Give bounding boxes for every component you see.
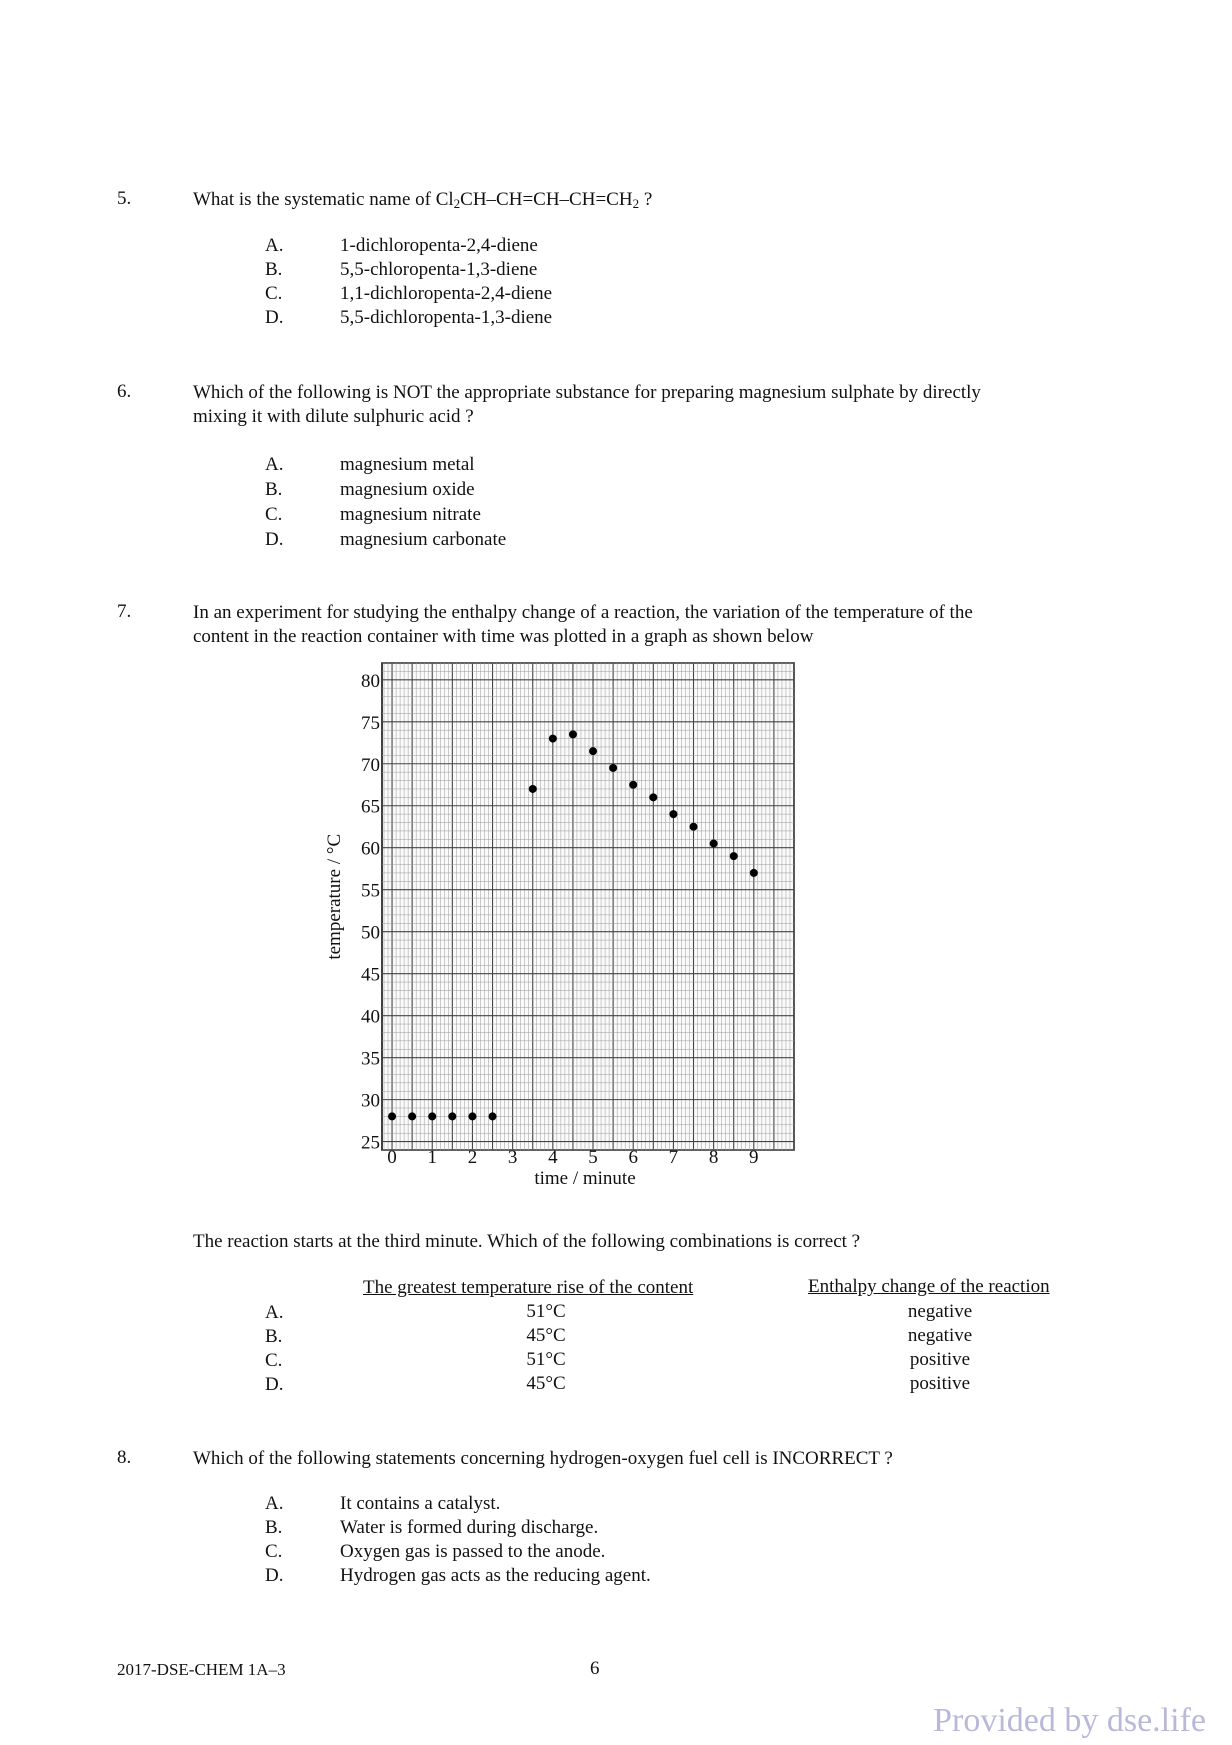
x-tick-label: 8 — [708, 1147, 719, 1168]
q7-row-letter: B. — [265, 1326, 283, 1347]
x-tick-label: 3 — [507, 1147, 518, 1168]
q7-row-rise: 51°C — [526, 1349, 566, 1370]
y-tick-label: 80 — [361, 670, 380, 692]
q5-sub2: 2 — [632, 196, 640, 211]
q7-row-enthalpy: positive — [909, 1349, 971, 1370]
q7-row-enthalpy: positive — [909, 1373, 971, 1394]
data-point — [569, 730, 577, 738]
q8-option-text: Water is formed during discharge. — [340, 1517, 599, 1538]
q7-row-letter: A. — [265, 1302, 284, 1323]
q6-stem-line1: Which of the following is NOT the appropriate substance for preparing magnesium sulphate by directly — [193, 382, 981, 403]
y-axis-label: temperature / °C — [324, 833, 345, 960]
y-tick-label: 30 — [361, 1090, 380, 1112]
q6-option-letter: C. — [265, 504, 283, 525]
q5-option-text: 5,5-dichloropenta-1,3-diene — [340, 307, 553, 328]
q7-after-text: The reaction starts at the third minute. Which of the following combinations is correct ? — [193, 1231, 861, 1252]
y-tick-label: 75 — [361, 712, 380, 734]
y-tick-label: 55 — [361, 880, 380, 902]
q5-sub1: 2 — [453, 196, 461, 211]
data-point — [448, 1112, 456, 1120]
data-point — [468, 1112, 476, 1120]
y-tick-label: 70 — [361, 754, 380, 776]
data-point — [690, 823, 698, 831]
q8-option-text: It contains a catalyst. — [340, 1493, 501, 1514]
q8-stem: Which of the following statements concerning hydrogen-oxygen fuel cell is INCORRECT ? — [193, 1448, 893, 1469]
q7-col2-header: Enthalpy change of the reaction — [808, 1276, 1050, 1297]
x-tick-label: 9 — [749, 1147, 759, 1168]
x-tick-label: 5 — [588, 1147, 598, 1168]
data-point — [730, 852, 738, 860]
data-point — [428, 1112, 436, 1120]
y-tick-label: 25 — [361, 1132, 380, 1154]
q6-option-letter: D. — [265, 529, 284, 550]
data-point — [549, 735, 557, 743]
q5-option-text: 5,5-chloropenta-1,3-diene — [340, 259, 538, 280]
q8-option-letter: C. — [265, 1541, 283, 1562]
q7-row-rise: 45°C — [526, 1373, 566, 1394]
data-point — [489, 1112, 497, 1120]
data-point — [589, 747, 597, 755]
q8-option-letter: A. — [265, 1493, 284, 1514]
q8-option-letter: B. — [265, 1517, 283, 1538]
q6-stem-line2: mixing it with dilute sulphuric acid ? — [193, 406, 474, 427]
q5-option-text: 1-dichloropenta-2,4-diene — [340, 235, 538, 256]
y-tick-label: 60 — [361, 838, 380, 860]
q8-option-letter: D. — [265, 1565, 284, 1586]
q5-stem-pre: What is the systematic name of Cl — [193, 189, 454, 210]
q6-option-text: magnesium carbonate — [340, 529, 507, 550]
x-tick-label: 6 — [628, 1147, 638, 1168]
data-point — [629, 781, 637, 789]
data-point — [609, 764, 617, 772]
q7-number: 7. — [117, 601, 132, 622]
data-point — [710, 840, 718, 848]
q7-row-letter: D. — [265, 1374, 284, 1395]
x-tick-label: 2 — [467, 1147, 478, 1168]
q8-option-text: Oxygen gas is passed to the anode. — [340, 1541, 606, 1562]
q7-row-enthalpy: negative — [907, 1325, 973, 1346]
footer-page-number: 6 — [590, 1658, 600, 1679]
q6-number: 6. — [117, 381, 132, 402]
q5-stem-mid: CH–CH=CH–CH=CH — [460, 189, 633, 210]
q5-option-letter: B. — [265, 259, 283, 280]
y-tick-label: 35 — [361, 1048, 380, 1070]
y-tick-label: 45 — [361, 964, 380, 986]
q6-option-text: magnesium oxide — [340, 479, 475, 500]
x-axis-label: time / minute — [534, 1168, 636, 1189]
q7-col1-header: The greatest temperature rise of the content — [363, 1277, 694, 1298]
x-tick-label: 0 — [387, 1147, 397, 1168]
q5-stem-post: ? — [639, 189, 653, 210]
x-tick-label: 4 — [548, 1147, 558, 1168]
q7-row-rise: 51°C — [526, 1301, 566, 1322]
y-tick-label: 40 — [361, 1006, 380, 1028]
footer-code: 2017-DSE-CHEM 1A–3 — [117, 1660, 286, 1679]
data-point — [408, 1112, 416, 1120]
x-tick-label: 7 — [668, 1147, 679, 1168]
q5-option-letter: D. — [265, 307, 284, 328]
q6-option-text: magnesium metal — [340, 454, 475, 475]
q7-row-letter: C. — [265, 1350, 283, 1371]
y-tick-label: 50 — [361, 922, 380, 944]
q5-stem — [193, 188, 652, 212]
q7-row-enthalpy: negative — [907, 1301, 973, 1322]
data-point — [388, 1112, 396, 1120]
q6-option-letter: A. — [265, 454, 284, 475]
q7-row-rise: 45°C — [526, 1325, 566, 1346]
q6-option-letter: B. — [265, 479, 283, 500]
data-point — [649, 793, 657, 801]
q5-number: 5. — [117, 188, 132, 209]
credit-watermark: Provided by dse.life — [933, 1702, 1206, 1739]
x-tick-label: 1 — [427, 1147, 437, 1168]
data-point — [750, 869, 758, 877]
data-point — [529, 785, 537, 793]
q7-stem-line2: content in the reaction container with time was plotted in a graph as shown below — [193, 626, 814, 647]
y-tick-label: 65 — [361, 796, 380, 818]
q7-stem-line1: In an experiment for studying the enthalpy change of a reaction, the variation of the temperature of the — [193, 602, 973, 623]
q8-number: 8. — [117, 1447, 132, 1468]
data-point — [669, 810, 677, 818]
q5-option-letter: A. — [265, 235, 284, 256]
q8-option-text: Hydrogen gas acts as the reducing agent. — [340, 1565, 651, 1586]
q5-option-letter: C. — [265, 283, 283, 304]
q6-option-text: magnesium nitrate — [340, 504, 481, 525]
q5-option-text: 1,1-dichloropenta-2,4-diene — [340, 283, 553, 304]
temperature-time-chart — [310, 655, 830, 1195]
